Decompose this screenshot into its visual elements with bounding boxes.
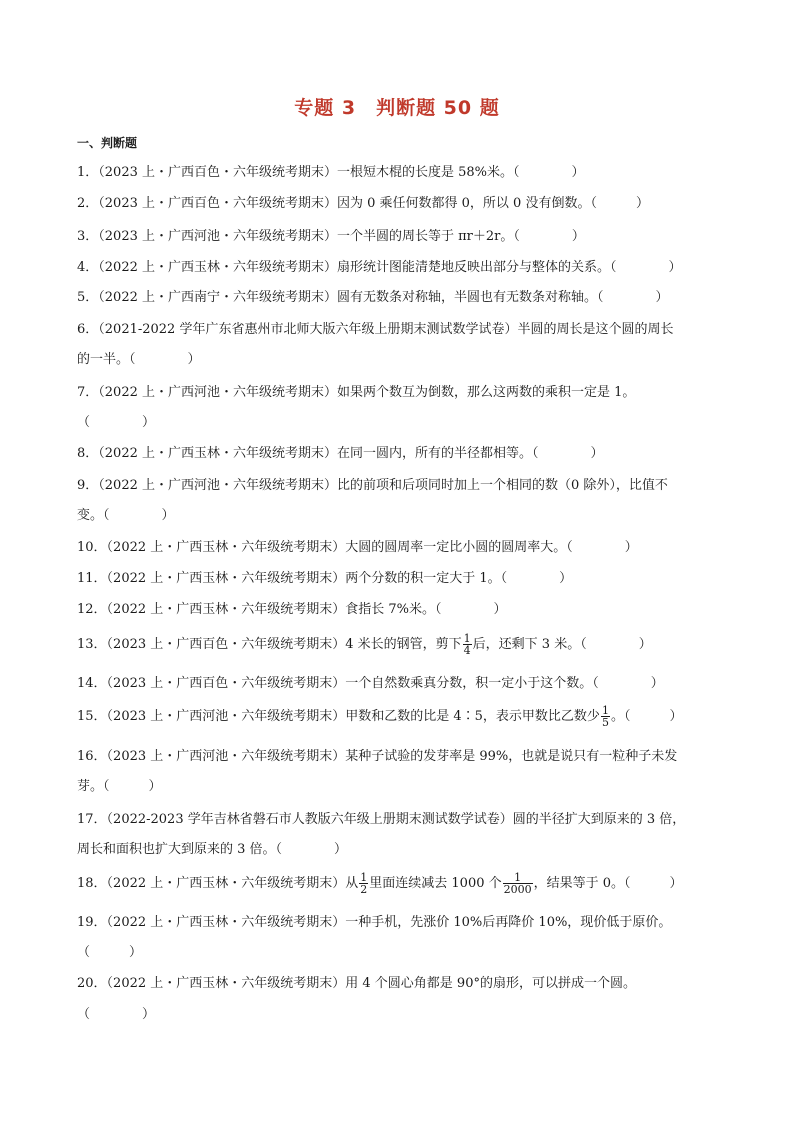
question-1: 1．（2023 上・广西百色・六年级统考期末）一根短木棍的长度是 58%米。（ ）: [77, 165, 585, 180]
question-18-tail: ，结果等于 0。（ ）: [533, 876, 683, 891]
question-19-line-2: （ ）: [77, 945, 143, 960]
question-11: 11．（2022 上・广西玉林・六年级统考期末）两个分数的积一定大于 1。（ ）: [77, 571, 573, 586]
question-17-line-1: 17．（2022-2023 学年吉林省磐石市人教版六年级上册期末测试数学试卷）圆的半径扩大到原来的 3 倍，: [77, 812, 686, 827]
question-15-text: 15．（2023 上・广西河池・六年级统考期末）甲数和乙数的比是 4∶5，表示甲数比乙数少: [77, 709, 600, 724]
question-7-line-1: 7．（2022 上・广西河池・六年级统考期末）如果两个数互为倒数，那么这两数的乘积一定是 1。: [77, 385, 636, 400]
question-9-line-1: 9．（2022 上・广西河池・六年级统考期末）比的前项和后项同时加上一个相同的数（0 除外），比值不: [77, 478, 668, 493]
question-13-text: 13．（2023 上・广西百色・六年级统考期末）4 米长的钢管，剪下: [77, 637, 462, 652]
question-9-line-2: 变。（ ）: [77, 508, 175, 523]
question-6-line-2: 的一半。（ ）: [77, 352, 201, 367]
question-18-text: 18．（2022 上・广西玉林・六年级统考期末）从: [77, 876, 359, 891]
question-13: [77, 632, 717, 658]
question-10: 10．（2022 上・广西玉林・六年级统考期末）大圆的圆周率一定比小圆的圆周率大。（ ）: [77, 540, 638, 555]
page-title: 专题 3 判断题 50 题: [294, 97, 500, 119]
question-4: 4．（2022 上・广西玉林・六年级统考期末）扇形统计图能清楚地反映出部分与整体的关系。（ ）: [77, 260, 682, 275]
fraction: $\frac{1}{2000}$: [503, 871, 532, 896]
question-2: 2．（2023 上・广西百色・六年级统考期末）因为 0 乘任何数都得 0，所以 0 没有倒数。（ ）: [77, 196, 649, 211]
question-15-tail: 。（ ）: [610, 709, 683, 724]
question-5: 5．（2022 上・广西南宁・六年级统考期末）圆有无数条对称轴，半圆也有无数条对称轴。（ ）: [77, 290, 669, 305]
question-6-line-1: 6．（2021-2022 学年广东省惠州市北师大版六年级上册期末测试数学试卷）半圆的周长是这个圆的周长: [77, 322, 674, 337]
question-8: 8．（2022 上・广西玉林・六年级统考期末）在同一圆内，所有的半径都相等。（ ）: [77, 446, 604, 461]
question-20-line-2: （ ）: [77, 1007, 156, 1022]
question-14: 14．（2023 上・广西百色・六年级统考期末）一个自然数乘真分数，积一定小于这个数。（ ）: [77, 676, 664, 691]
question-16-line-2: 芽。（ ）: [77, 779, 162, 794]
question-15: [77, 704, 717, 730]
question-19-line-1: 19．（2022 上・广西玉林・六年级统考期末）一种手机，先涨价 10%后再降价 10%，现价低于原价。: [77, 915, 672, 930]
fraction: $\frac{1}{2}$: [360, 871, 368, 896]
fraction: $\frac{1}{4}$: [463, 632, 471, 657]
question-3: 3．（2023 上・广西河池・六年级统考期末）一个半圆的周长等于 πr＋2r。（ ）: [77, 229, 585, 244]
question-18: [77, 871, 717, 897]
section-heading: 一、判断题: [77, 136, 138, 150]
question-20-line-1: 20．（2022 上・广西玉林・六年级统考期末）用 4 个圆心角都是 90°的扇形，可以拼成一个圆。: [77, 976, 636, 991]
question-16-line-1: 16．（2023 上・广西河池・六年级统考期末）某种子试验的发芽率是 99%，也就是说只有一粒种子未发: [77, 749, 678, 764]
question-18-middle: 里面连续减去 1000 个: [369, 876, 502, 891]
question-12: 12．（2022 上・广西玉林・六年级统考期末）食指长 7%米。（ ）: [77, 602, 507, 617]
question-13-tail: 后，还剩下 3 米。（ ）: [472, 637, 652, 652]
question-7-line-2: （ ）: [77, 415, 156, 430]
question-17-line-2: 周长和面积也扩大到原来的 3 倍。（ ）: [77, 842, 348, 857]
fraction: $\frac{1}{5}$: [601, 704, 609, 729]
